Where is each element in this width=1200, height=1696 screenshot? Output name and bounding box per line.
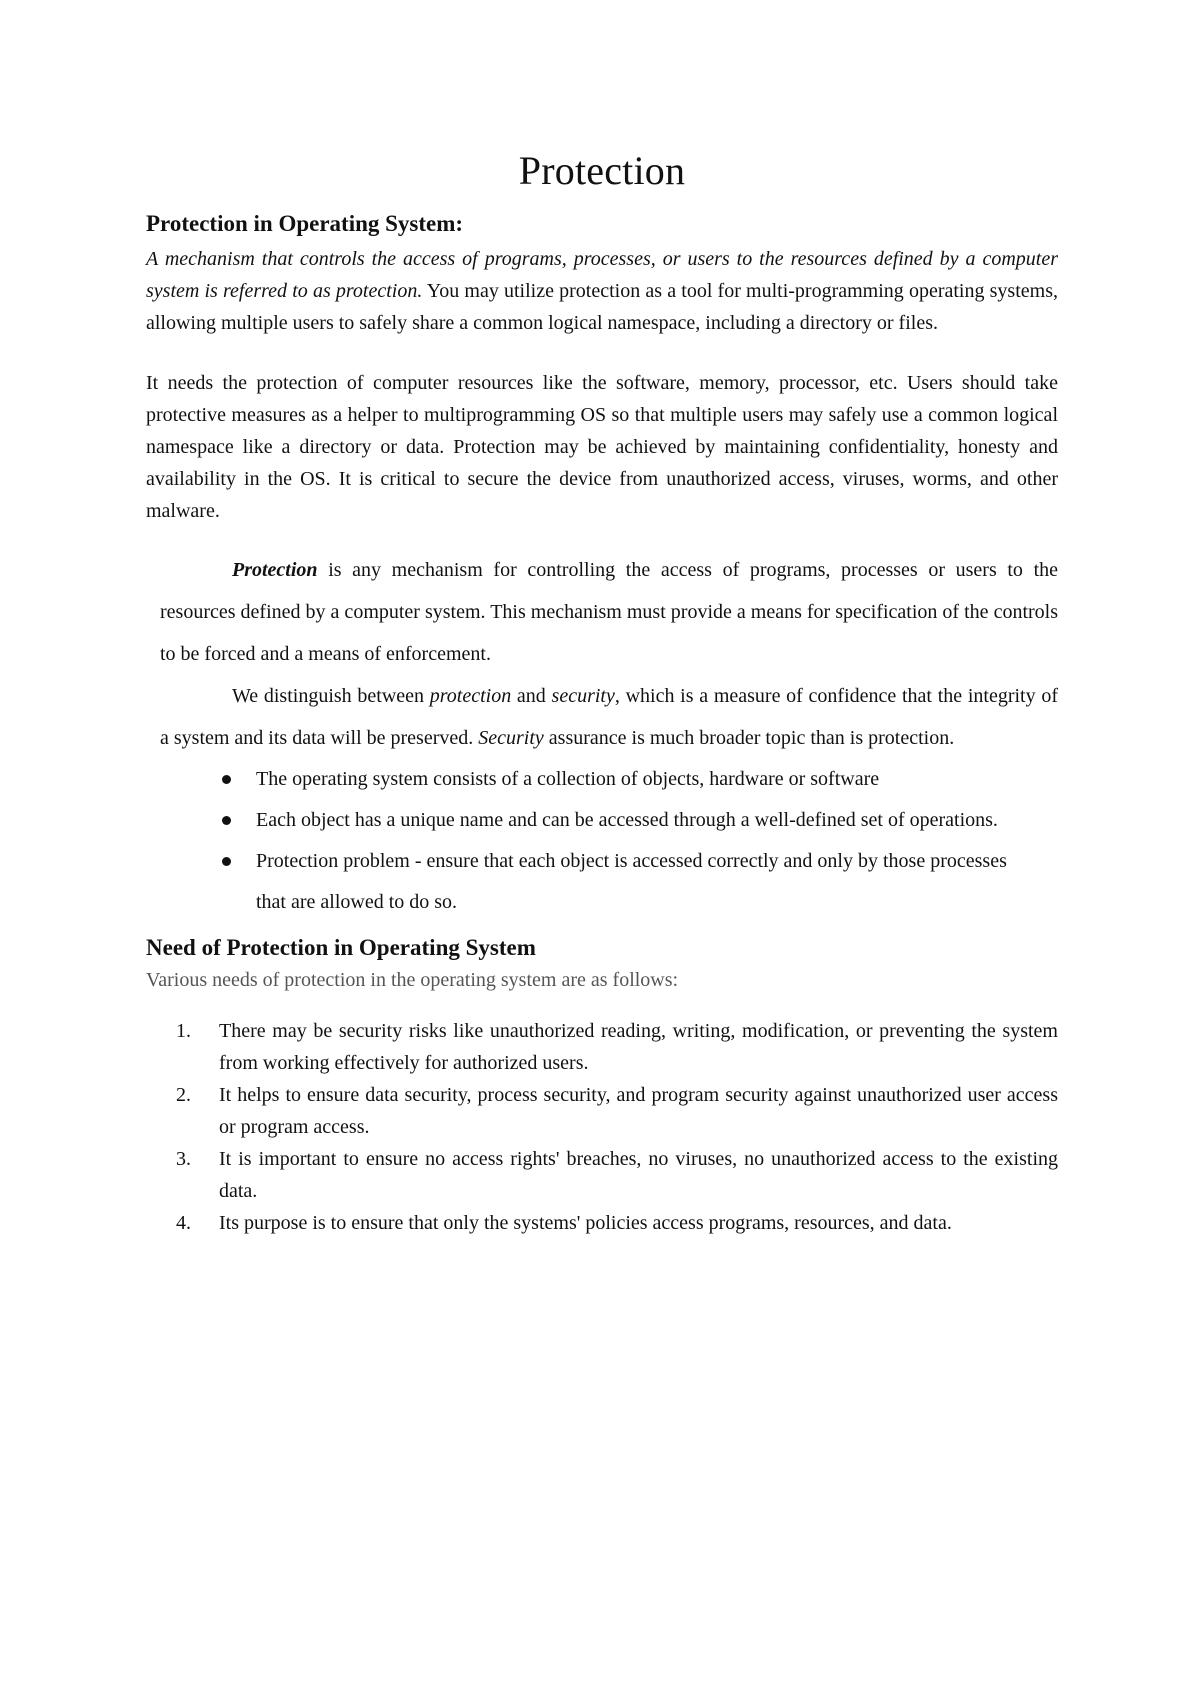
document-content <box>146 150 1058 1239</box>
security-word: security <box>551 684 615 707</box>
needs-lead-text: Various needs of protection in the operating system are as follows: <box>146 968 679 991</box>
item-number: 4. <box>176 1211 191 1234</box>
item-text: There may be security risks like unauthorized reading, writing, modification, or preventing the system from working effectively for authorized users. <box>219 1019 1058 1074</box>
security-word-2: Security <box>478 726 544 749</box>
definition-paragraph <box>160 549 1058 675</box>
paragraph-spacer <box>146 527 1058 549</box>
definition-text: is any mechanism for controlling the access of programs, processes or users to the resources defined by a computer system. This mechanism must provide a means for specification of the controls to be forced and a means of enforcement. <box>160 558 1058 665</box>
bullet-item <box>220 841 1040 923</box>
distinguish-text-1: We distinguish between <box>232 684 430 707</box>
numbered-item <box>176 1143 1058 1207</box>
item-number: 1. <box>176 1019 191 1042</box>
resources-paragraph: It needs the protection of computer resources like the software, memory, processor, etc. Users should take protective measures as a helper to multiprogramming OS so that multiple users may safely use a common logical namespace like a directory or data. Protection may be achieved by maintaining confidentiality, honesty and availability in the OS. It is critical to secure the device from unauthorized access, viruses, worms, and other malware. <box>146 371 1058 522</box>
needs-numbered-list <box>176 1015 1058 1239</box>
bullet-icon <box>222 816 231 825</box>
definition-block <box>160 549 1058 759</box>
numbered-item <box>176 1207 1058 1239</box>
paragraph-spacer <box>146 339 1058 367</box>
item-text: Its purpose is to ensure that only the systems' policies access programs, resources, and data. <box>219 1211 952 1234</box>
item-number: 2. <box>176 1083 191 1106</box>
definition-term: Protection <box>232 558 318 581</box>
page-title: Protection <box>518 148 686 193</box>
intro-paragraph-rest: You may utilize protection as a tool for multi-programming operating systems, allowing multiple users to safely share a common logical namespace, including a directory or files. <box>146 279 1058 334</box>
distinguish-text-2: and <box>511 684 552 707</box>
item-text: It helps to ensure data security, process security, and program security against unauthorized user access or program access. <box>219 1083 1058 1138</box>
bullet-icon <box>222 775 231 784</box>
distinguish-paragraph <box>160 675 1058 759</box>
intro-paragraph <box>146 243 1058 339</box>
section-heading-protection-in-os: Protection in Operating System: <box>146 211 464 236</box>
intro-definition-italic: A mechanism that controls the access of programs, processes, or users to the resources defined by a computer system is referred to as protection. <box>146 247 1058 302</box>
bullet-item <box>220 800 1040 841</box>
bullet-icon <box>222 857 231 866</box>
bullet-text: Each object has a unique name and can be accessed through a well-defined set of operations. <box>256 808 998 831</box>
item-text: It is important to ensure no access rights' breaches, no viruses, no unauthorized access to the existing data. <box>219 1147 1058 1202</box>
distinguish-text-4: assurance is much broader topic than is protection. <box>543 726 955 749</box>
bullet-item <box>220 759 1040 800</box>
bullet-text: Protection problem - ensure that each object is accessed correctly and only by those processes that are allowed to do so. <box>256 849 1007 913</box>
bullet-text: The operating system consists of a collection of objects, hardware or software <box>256 767 880 790</box>
protection-word: protection <box>429 684 512 707</box>
numbered-item <box>176 1015 1058 1079</box>
section-heading-need-of-protection: Need of Protection in Operating System <box>146 934 536 960</box>
numbered-item <box>176 1079 1058 1143</box>
distinguish-text-3: , which is a measure of confidence that the integrity of a system and its data will be preserved. <box>160 684 1058 749</box>
objects-bullet-list <box>220 759 1040 923</box>
item-number: 3. <box>176 1147 191 1170</box>
